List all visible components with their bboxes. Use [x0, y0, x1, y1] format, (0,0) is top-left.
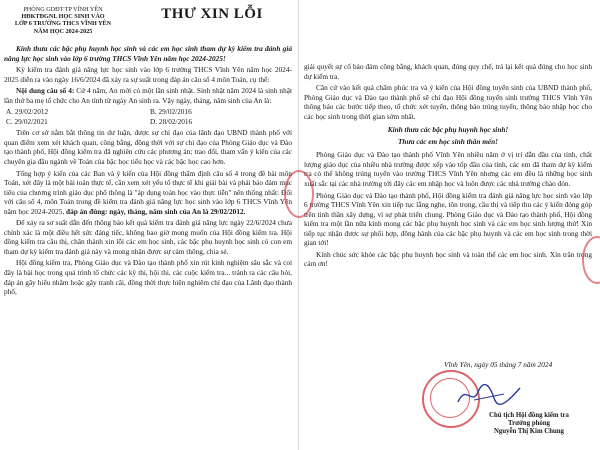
signature-block — [464, 412, 594, 436]
letter-date: Vĩnh Yên, ngày 05 tháng 7 năm 2024 — [444, 360, 553, 369]
paragraph-praise: Phòng Giáo dục và Đào tạo thành phố Vĩnh Yên nhiều năm ở vị trí dẫn đầu của tỉnh, chất lượng giáo dục của nhiều nhà trường được xếp vào tốp đầu của tỉnh, các em đã tham dự kỳ kiểm tra có thể không trúng tuyển vào trường THCS Vĩnh Yên nhưng các em đều là những học sinh xuất sắc tại các nhà trường tới đây các em nhập học và luôn được các nhà trường chào đón. — [304, 150, 592, 189]
answer-options — [4, 107, 292, 126]
decision-text: Tổng hợp ý kiến của các Ban và ý kiến của Hội đồng thẩm định câu số 4 trong đề bài môn Toán, xét đây là một bài toán thực tế, cần xem xét yếu tố thực tế khi giải bài và phải bảo đảm mục tiêu của chương trình giáo dục phổ thông là "áp dụng toán học vào thực tiễn" nên thống nhất: Đối với câu số 4, môn Toán trong đề kiểm tra đánh giá năng lực học sinh vào lớp 6 THCS Vĩnh Yên năm học 2024-2025, — [4, 168, 292, 216]
organization-header — [4, 6, 122, 35]
question-block — [4, 86, 292, 105]
paragraph-continue: giải quyết sự cố bảo đảm công bằng, khách quan, đúng quy chế, trả lại kết quả đúng cho học sinh dự kiểm tra. — [304, 62, 592, 81]
question-title: Nội dung câu số 4: — [16, 86, 75, 96]
org-line-1: PHÒNG GDĐT TP VĨNH YÊN — [23, 6, 103, 13]
letter-title: THƯ XIN LỖI — [161, 6, 263, 22]
org-line-3: LỚP 6 TRƯỜNG THCS VĨNH YÊN — [14, 20, 112, 28]
paragraph-review: Trên cơ sở nắm bắt thông tin dư luận, được sự chỉ đạo của lãnh đạo UBND thành phố với quan điểm xem xét khách quan, công bằng, đồng thời với sự chỉ đạo của Phòng Giáo dục và Đào tạo thành phố, Hội đồng kiểm tra đã nghiên cứu các phương án; trao đổi, tham vấn ý kiến của các chuyên gia đầu ngành về Toán của bậc học tiểu học và các bậc học cao hơn. — [4, 128, 292, 167]
left-page — [4, 0, 294, 450]
question-text: Cứ 4 năm, An mới có một lần sinh nhật. Sinh nhật năm 2024 là sinh nhật lần thứ ba mẹ tổ chức cho An tính từ ngày An sinh ra. Vậy ngày, tháng, năm sinh của An là: — [4, 86, 292, 105]
signer-name: Nguyễn Thị Kim Chung — [494, 428, 564, 435]
answer-d: D. 28/02/2016 — [150, 116, 193, 126]
paragraph-lesson: Hội đồng kiểm tra, Phòng Giáo dục và Đào tạo thành phố xin rút kinh nghiệm sâu sắc và coi đây là bài học trong quá trình tổ chức các kỳ thi, hội thi, các cuộc kiểm tra... tránh ra các câu hỏi, đáp án gây hiểu nhầm hoặc gây tranh cãi, đồng thời thực hiện nghiêm chỉ đạo của Lãnh đạo thành phố, — [4, 258, 292, 297]
greeting-parents: Kính thưa các bậc phụ huynh học sinh! — [387, 125, 509, 135]
paragraph-apology: Để xảy ra sơ suất dẫn đến thông báo kết quả kiểm tra đánh giá năng lực ngày 22/6/2024 chưa chính xác là một điều hết sức đáng tiếc, không bao giờ mong muốn của Hội đồng kiểm tra. Hội đồng kiểm tra cầu thị, chân thành xin lỗi các em học sinh, các bậc phụ huynh học sinh có con em tham dự kỳ kiểm tra đánh giá này và mong nhận được sự cảm thông, chia sẻ. — [4, 218, 292, 256]
edge-seal-left — [284, 170, 314, 218]
right-page — [304, 0, 594, 450]
answer-b: B. 29/02/2016 — [150, 107, 192, 117]
right-body — [304, 62, 592, 271]
greeting-students: Thưa các em học sinh thân mến! — [397, 136, 499, 146]
paragraph-commitment: Phòng Giáo dục và Đào tạo thành phố, Hội đồng kiểm tra đánh giá năng lực học sinh vào lớp 6 trường THCS Vĩnh Yên xin tiếp tục lắng nghe, tôn trọng, cầu thị và tiếp thu các ý kiến đóng góp trên tinh thần xây dựng, vì sự phát triển chung. Phòng Giáo dục và Đào tạo thành phố, Hội đồng kiểm tra một lần nữa kính mong các bậc phụ huynh học sinh và các em học sinh lượng thứ! Xin tiếp tục nhận được sự phối hợp, đồng hành của các bậc phụ huynh và các em học sinh trong thời gian tới! — [304, 190, 592, 248]
signer-title: Trưởng phòng — [508, 420, 550, 427]
org-line-4: NĂM HỌC 2024-2025 — [33, 27, 93, 35]
answer-c: C. 29/02/2021 — [6, 116, 48, 126]
correct-answer: đáp án đúng: ngày, tháng, năm sinh của An là 29/02/2012. — [66, 206, 246, 216]
paragraph-decision — [4, 169, 292, 217]
paragraph-intro: Kỳ kiểm tra đánh giá năng lực học sinh vào lớp 6 trường THCS Vĩnh Yên năm học 2024-2025 diễn ra vào ngày 16/6/2024 đã xảy ra sự suất trong đáp án câu số 4 môn Toán, cụ thể: — [4, 65, 292, 84]
left-body — [4, 44, 292, 299]
signer-role: Chủ tịch Hội đồng kiểm tra — [489, 412, 569, 419]
salutation: Kính thưa các bậc phụ huynh học sinh và các em học sinh tham dự kỳ kiểm tra đánh giá năng lực học sinh vào lớp 6 trường THCS Vĩnh Yên năm học 2024-2025! — [4, 44, 292, 63]
paragraph-closing: Kính chúc sức khỏe các bậc phụ huynh học sinh và toàn thể các em học sinh. Xin trân trọng cảm ơn! — [304, 249, 592, 269]
signature-scribble — [454, 380, 524, 410]
org-line-2: HĐKTĐGNL HỌC SINH VÀO — [21, 13, 105, 21]
paragraph-admission: Căn cứ vào kết quả chấm phúc tra và ý kiến của Hội đồng tuyển sinh của UBND thành phố, Phòng Giáo dục và Đào tạo thành phố sẽ chỉ đạo Hội đồng tuyển sinh trường THCS Vĩnh Yên thông báo các bước tiếp theo, tổ chức xét tuyển, thông báo trúng tuyển, thông báo nhập học cho các học sinh trong thời gian sớm nhất. — [304, 83, 592, 121]
answer-a: A. 29/02/2012 — [6, 107, 49, 117]
page-divider — [298, 0, 299, 450]
